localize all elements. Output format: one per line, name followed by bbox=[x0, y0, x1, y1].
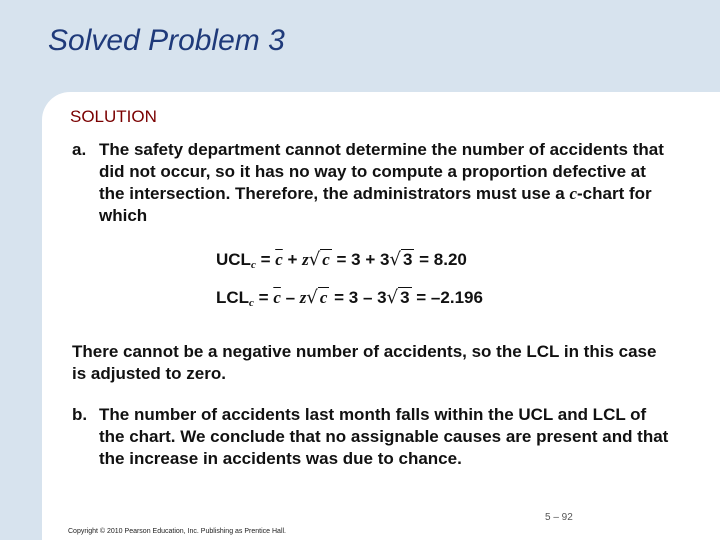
item-a-text-before: The safety department cannot determine the number of accidents that did not occur, so it has no way to compute a proportion defective at the intersection. Therefore, the administrators must use a bbox=[99, 140, 664, 203]
ucl-result: = 8.20 bbox=[414, 250, 467, 269]
item-b-text: The number of accidents last month falls within the UCL and LCL of the chart. We conclude that no assignable causes are present and that the increase in accidents was due to chance. bbox=[99, 405, 669, 468]
ucl-sqrt-3-radicand: 3 bbox=[402, 250, 413, 269]
item-b-marker: b. bbox=[72, 405, 88, 424]
ucl-sqrt-3 bbox=[389, 249, 414, 271]
lcl-sqrt-3 bbox=[387, 287, 412, 309]
lcl-label: LCL bbox=[216, 288, 250, 307]
sqrt-icon: √ bbox=[308, 249, 321, 270]
ucl-sqrt-c bbox=[309, 249, 332, 271]
lcl-result: = –2.196 bbox=[411, 288, 483, 307]
lcl-c-bar: $\overline{c}$ bbox=[273, 288, 281, 307]
item-a-marker: a. bbox=[72, 140, 87, 159]
ucl-subscript: c bbox=[250, 259, 256, 271]
lcl-substitution: = 3 – 3 bbox=[329, 288, 387, 307]
copyright-notice: Copyright © 2010 Pearson Education, Inc. Publishing as Prentice Hall. bbox=[68, 528, 287, 535]
sqrt-icon: √ bbox=[389, 249, 401, 270]
lcl-adjustment-paragraph: There cannot be a negative number of accidents, so the LCL in this case is adjusted to zero. bbox=[72, 342, 657, 383]
lcl-sqrt-3-radicand: 3 bbox=[400, 288, 410, 307]
item-a bbox=[72, 139, 672, 227]
ucl-sqrt-radicand: c bbox=[322, 250, 330, 269]
lcl-subscript: c bbox=[249, 297, 254, 309]
sqrt-icon: √ bbox=[386, 287, 399, 308]
solution-heading: SOLUTION bbox=[70, 107, 157, 126]
ucl-plus: + bbox=[282, 250, 303, 269]
lcl-z: z bbox=[299, 288, 307, 307]
ucl-z: z bbox=[302, 250, 309, 269]
item-a-text-after: -chart for which bbox=[99, 184, 652, 225]
ucl-label: UCL bbox=[216, 250, 251, 269]
page-number: 5 – 92 bbox=[545, 512, 573, 523]
ucl-substitution: = 3 + 3 bbox=[331, 250, 390, 269]
item-a-c-variable: c bbox=[569, 184, 577, 203]
item-b bbox=[72, 404, 672, 470]
lcl-formula bbox=[216, 287, 483, 314]
slide-title: Solved Problem 3 bbox=[48, 24, 285, 57]
ucl-formula bbox=[216, 249, 467, 276]
item-a-text bbox=[99, 139, 672, 227]
ucl-c-bar: $\overline{c}$ bbox=[275, 250, 283, 269]
lcl-minus: – bbox=[280, 288, 300, 307]
lcl-equals: = bbox=[253, 288, 274, 307]
lcl-sqrt-radicand: c bbox=[319, 288, 328, 307]
ucl-equals: = bbox=[255, 250, 276, 269]
lcl-sqrt-c bbox=[306, 287, 329, 309]
sqrt-icon: √ bbox=[306, 287, 318, 308]
